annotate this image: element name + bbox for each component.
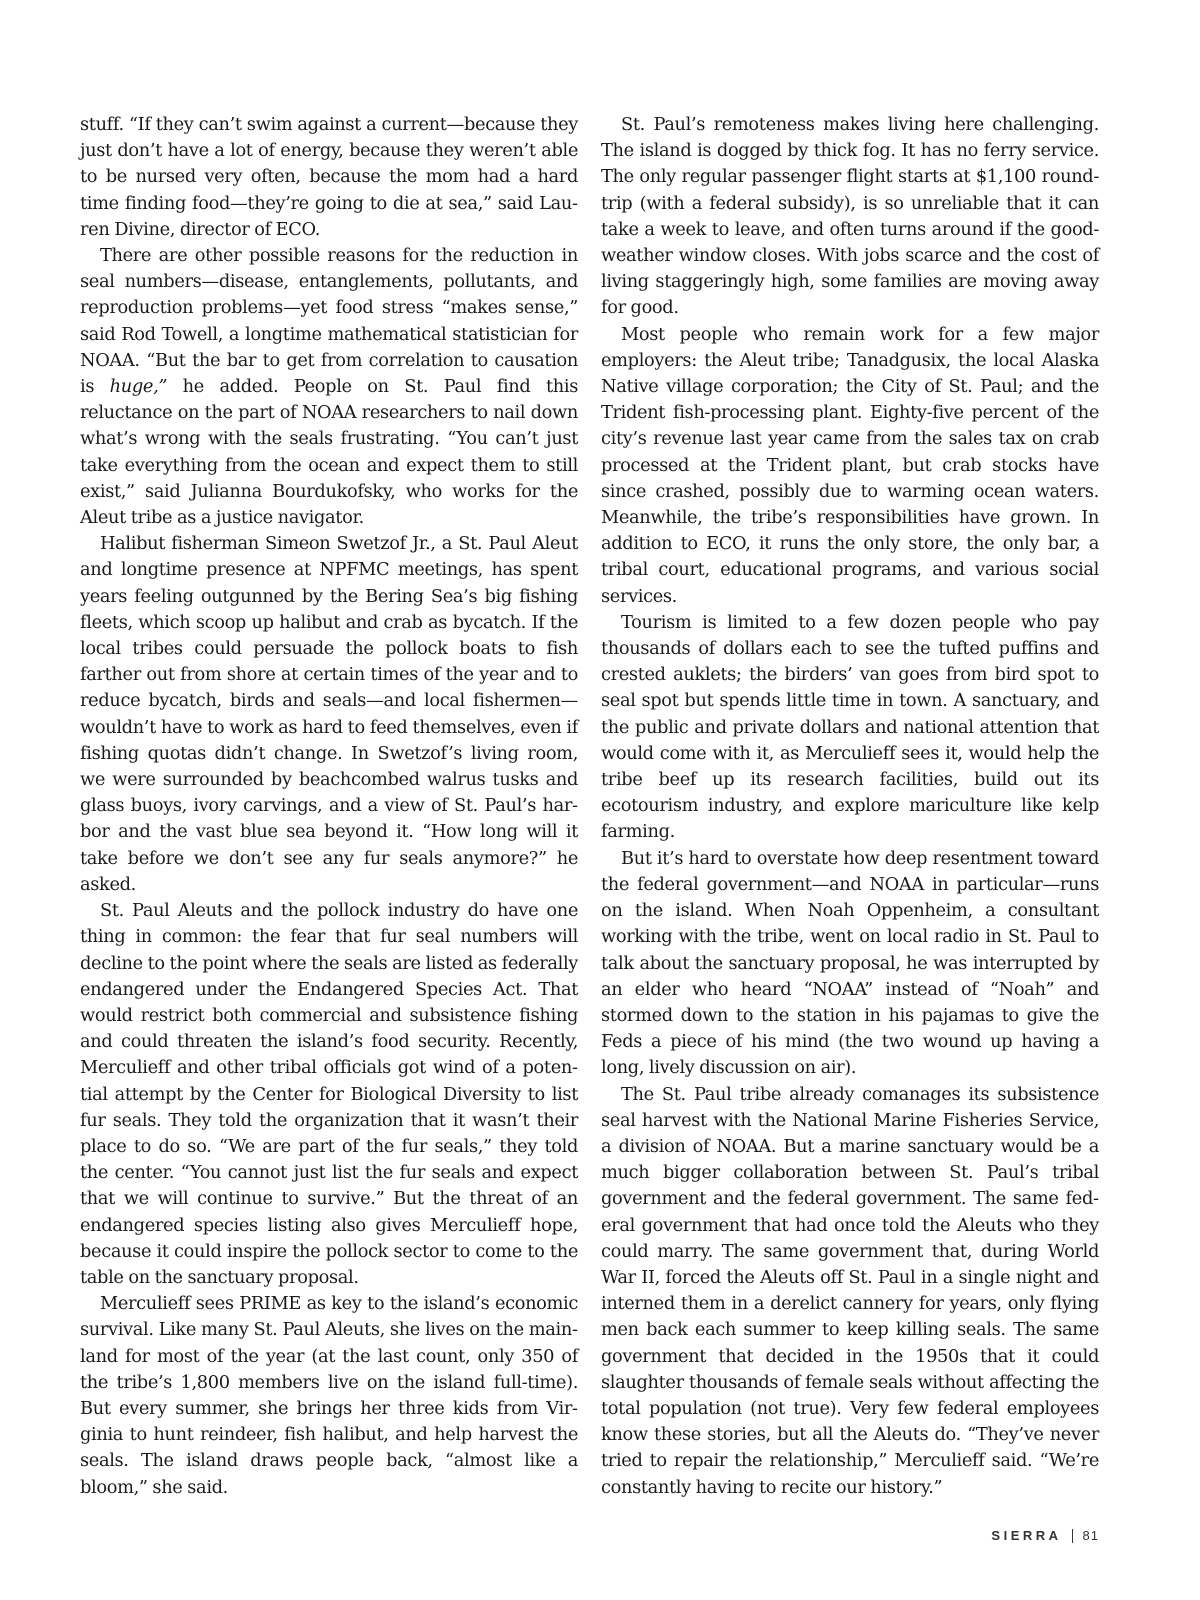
article-column-right	[601, 112, 1099, 1501]
page-footer	[991, 1528, 1099, 1543]
paragraph-text: There are other possible reasons for the reduction in seal numbers—disease, entanglements, pollutants, and reproduction problems—yet food stress “makes sense,” said Rod Towell, a longtime mathematical statistician for NOAA. “But the bar to get from correlation to causation is	[80, 245, 578, 398]
paragraph	[80, 243, 578, 531]
paragraph: St. Paul Aleuts and the pollock industry do have one thing in common: the fear that fur seal numbers will decline to the point where the seals are listed as federally endangered under the Endangered Species Act. That would restrict both commercial and subsistence fishing and could threaten the island’s food security. Recently, Merculieff and other tribal officials got wind of a potential attempt by the Center for Biological Diversity to list fur seals. They told the organization that it wasn’t their place to do so. “We are part of the fur seals,” they told the center. “You cannot just list the fur seals and expect that we will continue to survive.” But the threat of an endangered species listing also gives Merculieff hope, because it could inspire the pollock sector to come to the table on the sanctuary proposal.	[80, 900, 578, 1288]
paragraph-text: he added. People on St. Paul find this reluctance on the part of NOAA researchers to nail down what’s wrong with the seals frustrating. “You can’t just take everything from the ocean and expect them to still exist,” said Julianna Bourdukofsky, who works for the Aleut tribe as a justice navigator.	[80, 376, 578, 529]
footer-separator	[1072, 1529, 1073, 1543]
paragraph: Most people who remain work for a few major employers: the Aleut tribe; Tanadgusix, the local Alaska Native village corporation; the City of St. Paul; and the Trident fish-processing plant. Eighty-five percent of the city’s revenue last year came from the sales tax on crab processed at the Trident plant, but crab stocks have since crashed, possibly due to warming ocean waters. Meanwhile, the tribe’s responsibilities have grown. In addition to ECO, it runs the only store, the only bar, a tribal court, educational programs, and various social services.	[601, 323, 1099, 607]
paragraph: St. Paul’s remoteness makes living here challenging. The island is dogged by thick fog. It has no ferry service. The only regular passenger flight starts at $1,100 round-trip (with a federal subsidy), is so unreliable that it can take a week to leave, and often turns around if the good-weather window closes. With jobs scarce and the cost of living staggeringly high, some families are moving away for good.	[601, 114, 1099, 319]
emphasis-text: huge,”	[109, 376, 168, 398]
article-column-left	[80, 112, 578, 1501]
paragraph: Halibut fisherman Simeon Swetzof Jr., a St. Paul Aleut and longtime presence at NPFMC meetings, has spent years feeling outgunned by the Bering Sea’s big fishing fleets, which scoop up halibut and crab as bycatch. If the local tribes could persuade the pollock boats to fish farther out from shore at certain times of the year and to reduce bycatch, birds and seals—and local fishermen—wouldn’t have to work as hard to feed themselves, even if fishing quotas didn’t change. In Swetzof’s living room, we were surrounded by beachcombed walrus tusks and glass buoys, ivory carvings, and a view of St. Paul’s harbor and the vast blue sea beyond it. “How long will it take before we don’t see any fur seals anymore?” he asked.	[80, 533, 578, 895]
paragraph: stuff. “If they can’t swim against a current—because they just don’t have a lot of energy, because they weren’t able to be nursed very often, because the mom had a hard time finding food—they’re going to die at sea,” said Lauren Divine, director of ECO.	[80, 114, 578, 240]
paragraph: Merculieff sees PRIME as key to the island’s economic survival. Like many St. Paul Aleuts, she lives on the mainland for most of the year (at the last count, only 350 of the tribe’s 1,800 members live on the island full-time). But every summer, she brings her three kids from Virginia to hunt reindeer, fish halibut, and help harvest the seals. The island draws people back, “almost like a bloom,” she said.	[80, 1293, 578, 1498]
magazine-name: SIERRA	[991, 1528, 1062, 1543]
paragraph: The St. Paul tribe already comanages its subsistence seal harvest with the National Marine Fisheries Service, a division of NOAA. But a marine sanctuary would be a much bigger collaboration between St. Paul’s tribal government and the federal government. The same federal government that had once told the Aleuts who they could marry. The same government that, during World War II, forced the Aleuts off St. Paul in a single night and interned them in a derelict cannery for years, only flying men back each summer to keep killing seals. The same government that decided in the 1950s that it could slaughter thousands of female seals without affecting the total population (not true). Very few federal employees know these stories, but all the Aleuts do. “They’ve never tried to repair the relationship,” Merculieff said. “We’re constantly having to recite our history.”	[601, 1083, 1099, 1498]
page-number: 81	[1082, 1528, 1099, 1543]
paragraph: Tourism is limited to a few dozen people who pay thousands of dollars each to see the tufted puffins and crested auklets; the birders’ van goes from bird spot to seal spot but spends little time in town. A sanctuary, and the public and private dollars and national attention that would come with it, as Merculieff sees it, would help the tribe beef up its research facilities, build out its ecotourism industry, and explore mariculture like kelp farming.	[601, 611, 1099, 843]
paragraph: But it’s hard to overstate how deep resentment toward the federal government—and NOAA in particular—runs on the island. When Noah Oppenheim, a consultant working with the tribe, went on local radio in St. Paul to talk about the sanctuary proposal, he was interrupted by an elder who heard “NOAA” instead of “Noah” and stormed down to the station in his pajamas to give the Feds a piece of his mind (the two wound up having a long, lively discussion on air).	[601, 847, 1099, 1079]
